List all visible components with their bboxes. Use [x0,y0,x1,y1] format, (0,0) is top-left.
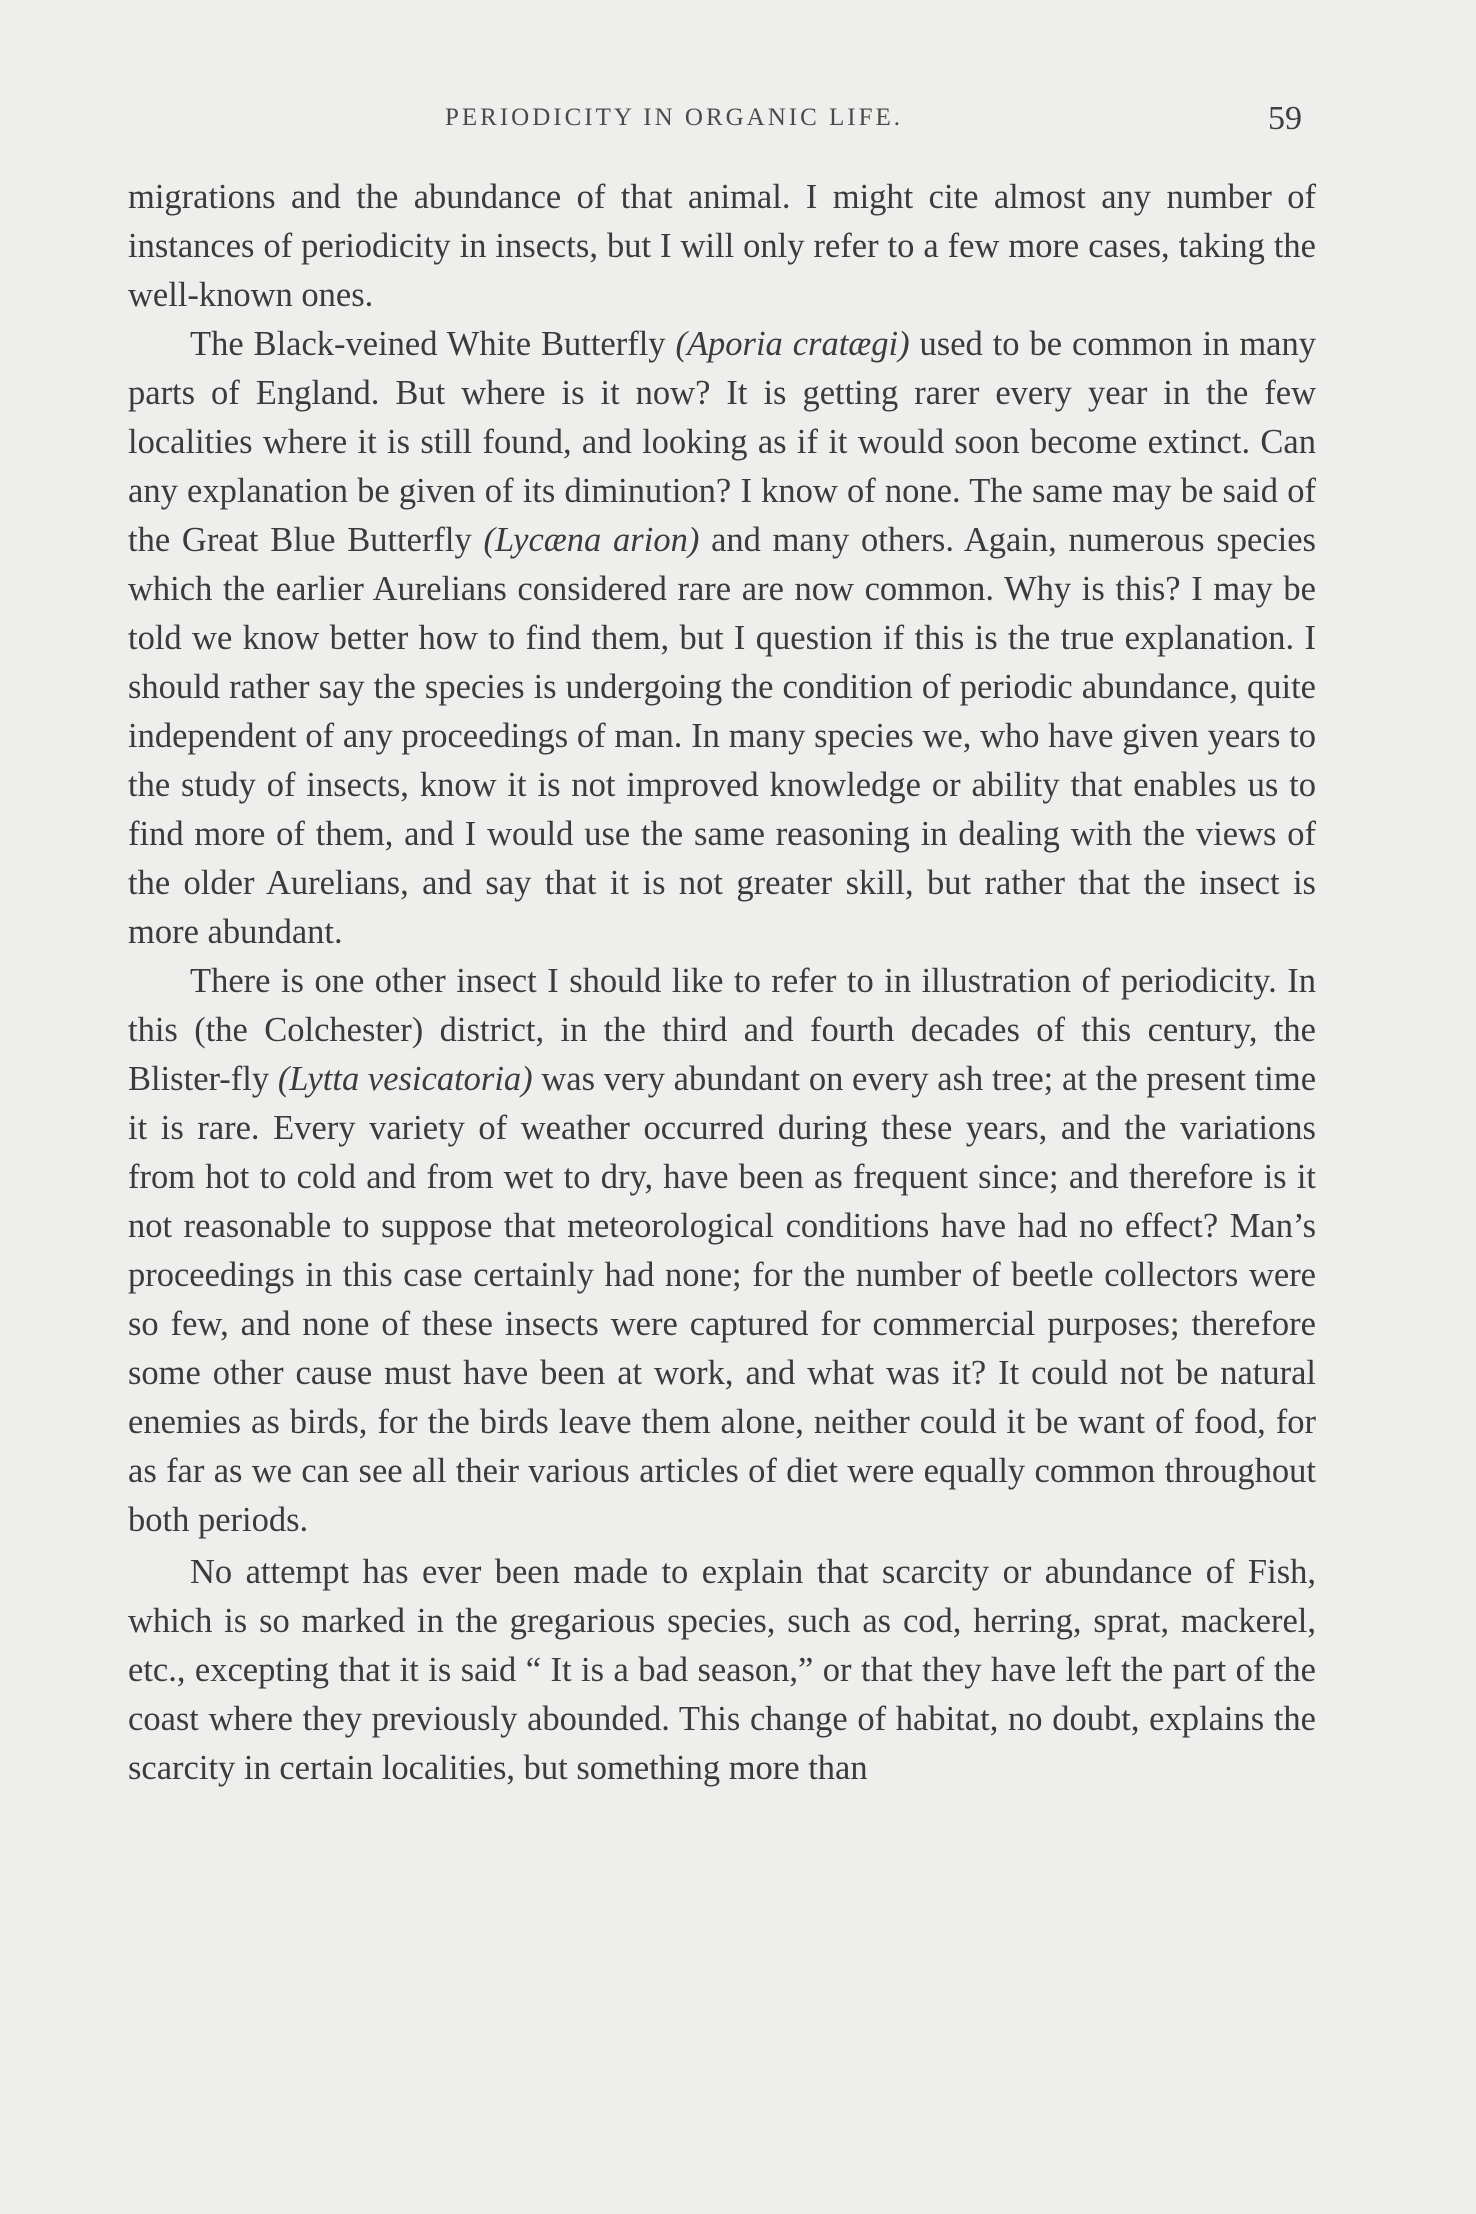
paragraph [128,173,1316,320]
text-run: and many others. Again, numerous species which the earlier Aurelians considered rare are now common. Why is this? I may be told we know better how to find them, but I question if this is the true explanation. I should rather say the species is undergoing the condition of periodic abundance, quite independent of any proceedings of man. In many species we, who have given years to the study of insects, know it is not improved knowledge or ability that enables us to find more of them, and I would use the same reasoning in dealing with the views of the older Aurelians, and say that it is not greater skill, but rather that the insect is more abundant. [128,521,1316,951]
text-run: used to be common in many parts of England. But where is it now? It is getting rarer every year in the few localities where it is still found, and looking as if it would soon become extinct. Can any explanation be given of its diminution? I know of none. The same may be said of the Great Blue Butterfly [128,325,1316,559]
body-text [128,173,1316,1793]
species-name: (Lytta vesicatoria) [277,1060,533,1098]
paragraph [128,957,1316,1545]
species-name: (Lycæna arion) [483,521,700,559]
species-name: (Aporia cratægi) [675,325,910,363]
paragraph [128,1548,1316,1793]
text-run: No attempt has ever been made to explain that scarcity or abundance of Fish, which is so marked in the gregarious species, such as cod, herring, sprat, mackerel, etc., excepting that it is said “ It is a bad season,” or that they have left the part of the coast where they previously abounded. This change of habitat, no doubt, explains the scarcity in certain localities, but something more than [128,1553,1316,1787]
text-run: migrations and the abundance of that animal. I might cite almost any number of instances of periodicity in insects, but I will only refer to a few more cases, taking the well-known ones. [128,178,1316,314]
page-number: 59 [1268,100,1302,137]
text-run: There is one other insect I should like to refer to in illustration of periodicity. In this (the Colchester) district, in the third and fourth decades of this century, the Blister-fly [128,962,1316,1098]
text-run: was very abundant on every ash tree; at the present time it is rare. Every variety of weather occurred during these years, and the variations from hot to cold and from wet to dry, have been as frequent since; and therefore is it not reasonable to suppose that meteorological conditions have had no effect? Man’s proceedings in this case certainly had none; for the number of beetle collectors were so few, and none of these insects were captured for commercial purposes; therefore some other cause must have been at work, and what was it? It could not be natural enemies as birds, for the birds leave them alone, neither could it be want of food, for as far as we can see all their various articles of diet were equally common throughout both periods. [128,1060,1317,1539]
text-run: The Black-veined White Butterfly [190,325,676,363]
paragraph [128,320,1316,957]
running-head: PERIODICITY IN ORGANIC LIFE. [445,104,904,131]
